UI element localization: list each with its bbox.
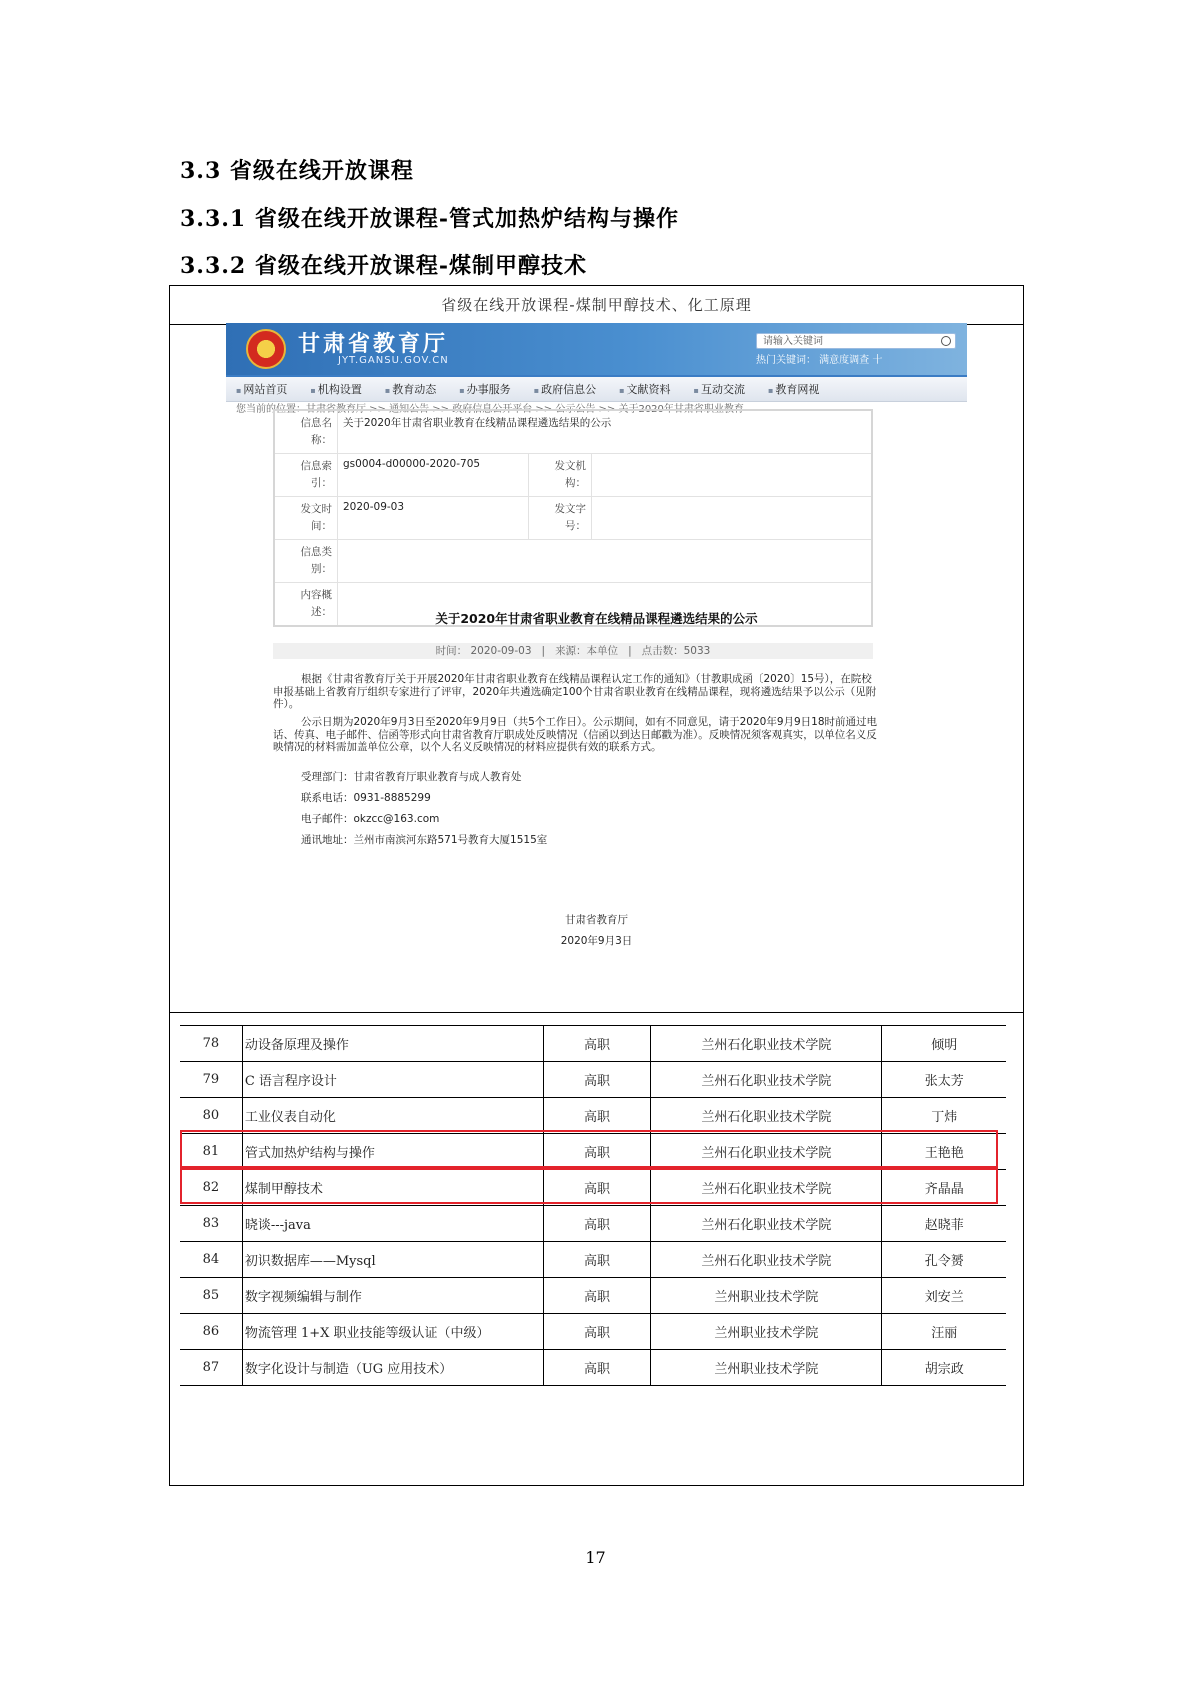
info-name-label: 信息名称：	[274, 410, 338, 454]
row-number: 84	[180, 1242, 242, 1278]
course-name: 初识数据库——Mysql	[242, 1242, 543, 1278]
row-number: 86	[180, 1314, 242, 1350]
row-number: 85	[180, 1278, 242, 1314]
notice-source: 来源：本单位	[555, 645, 619, 657]
course-level: 高职	[543, 1350, 651, 1386]
info-index-label: 信息索引：	[274, 454, 338, 497]
contact-address: 通讯地址：兰州市南滨河东路571号教育大厦1515室	[301, 834, 548, 846]
notice-title: 关于2020年甘肃省职业教育在线精品课程遴选结果的公示	[435, 611, 758, 626]
info-issuer-label: 发文机构：	[529, 454, 592, 497]
search-icon[interactable]	[941, 336, 951, 346]
national-emblem-icon	[246, 329, 286, 369]
website-screenshot	[226, 323, 967, 1013]
notice-time: 时间： 2020-09-03	[435, 645, 532, 657]
course-name: 数字化设计与制造（UG 应用技术）	[242, 1350, 543, 1386]
table-row	[180, 1098, 1006, 1134]
course-name: 晓谈---java	[242, 1206, 543, 1242]
nav-item-home[interactable]: ▪ 网站首页	[236, 381, 287, 397]
school-name: 兰州石化职业技术学院	[651, 1098, 882, 1134]
info-metadata-table	[273, 409, 873, 627]
row-number: 87	[180, 1350, 242, 1386]
course-name: 管式加热炉结构与操作	[242, 1134, 543, 1170]
nav-item-gov-info[interactable]: ▪ 政府信息公	[534, 381, 596, 397]
school-name: 兰州石化职业技术学院	[651, 1062, 882, 1098]
table-row	[180, 1314, 1006, 1350]
course-name: 工业仪表自动化	[242, 1098, 543, 1134]
nav-item-interaction[interactable]: ▪ 互动交流	[694, 381, 745, 397]
course-lead: 刘安兰	[882, 1278, 1006, 1314]
table-row	[180, 1206, 1006, 1242]
site-nav	[226, 375, 967, 402]
table-row	[180, 1242, 1006, 1278]
notice-clicks: 点击数：5033	[641, 645, 711, 657]
course-lead: 丁炜	[882, 1098, 1006, 1134]
course-level: 高职	[543, 1062, 651, 1098]
course-name: 数字视频编辑与制作	[242, 1278, 543, 1314]
course-level: 高职	[543, 1314, 651, 1350]
info-summary-label: 内容概述：	[274, 583, 338, 627]
info-index-value: gs0004-d00000-2020-705	[338, 454, 529, 497]
section-heading-3-3: 3.3 省级在线开放课程	[180, 158, 414, 184]
course-lead: 胡宗政	[882, 1350, 1006, 1386]
notice-paragraph: 根据《甘肃省教育厅关于开展2020年甘肃省职业教育在线精品课程认定工作的通知》（甘教职成函〔2020〕15号），在院校申报基础上省教育厅组织专家进行了评审，2020年共遴选确定100个甘肃省职业教育在线精品课程，现将遴选结果予以公示（见附件）。	[273, 673, 877, 710]
school-name: 兰州石化职业技术学院	[651, 1170, 882, 1206]
school-name: 兰州石化职业技术学院	[651, 1206, 882, 1242]
table-row	[180, 1350, 1006, 1386]
course-level: 高职	[543, 1170, 651, 1206]
table-row	[180, 1026, 1006, 1062]
info-category-label: 信息类别：	[274, 540, 338, 583]
course-level: 高职	[543, 1206, 651, 1242]
course-level: 高职	[543, 1026, 651, 1062]
info-category-value	[338, 540, 873, 583]
course-lead: 齐晶晶	[882, 1170, 1006, 1206]
nav-item-video[interactable]: ▪ 教育网视	[768, 381, 819, 397]
hot-keywords[interactable]: 热门关键词： 满意度调查 十	[756, 355, 883, 366]
section-heading-3-3-2: 3.3.2 省级在线开放课程-煤制甲醇技术	[180, 253, 588, 279]
course-level: 高职	[543, 1098, 651, 1134]
signature-org: 甘肃省教育厅	[565, 914, 628, 926]
course-name: 动设备原理及操作	[242, 1026, 543, 1062]
table-row	[180, 1062, 1006, 1098]
course-table	[180, 1025, 1006, 1386]
table-row	[180, 1278, 1006, 1314]
school-name: 兰州职业技术学院	[651, 1314, 882, 1350]
course-name: 煤制甲醇技术	[242, 1170, 543, 1206]
nav-item-news[interactable]: ▪ 教育动态	[385, 381, 436, 397]
site-banner	[226, 323, 967, 375]
row-number: 78	[180, 1026, 242, 1062]
course-level: 高职	[543, 1278, 651, 1314]
course-lead: 张太芳	[882, 1062, 1006, 1098]
info-name-value: 关于2020年甘肃省职业教育在线精品课程遴选结果的公示	[338, 410, 873, 454]
section-heading-3-3-1: 3.3.1 省级在线开放课程-管式加热炉结构与操作	[180, 206, 680, 232]
school-name: 兰州职业技术学院	[651, 1350, 882, 1386]
school-name: 兰州石化职业技术学院	[651, 1026, 882, 1062]
info-docno-label: 发文字号：	[529, 497, 592, 540]
contact-dept: 受理部门：甘肃省教育厅职业教育与成人教育处	[301, 771, 522, 783]
row-number: 82	[180, 1170, 242, 1206]
table-row	[180, 1170, 1006, 1206]
site-title: 甘肃省教育厅	[298, 332, 449, 357]
row-number: 79	[180, 1062, 242, 1098]
course-level: 高职	[543, 1242, 651, 1278]
course-lead: 汪丽	[882, 1314, 1006, 1350]
row-number: 83	[180, 1206, 242, 1242]
search-input[interactable]	[756, 333, 956, 349]
notice-meta: 时间： 2020-09-03 | 来源：本单位 | 点击数：5033	[273, 643, 873, 659]
notice-paragraph: 公示日期为2020年9月3日至2020年9月9日（共5个工作日）。公示期间，如有不同意见，请于2020年9月9日18时前通过电话、传真、电子邮件、信函等形式向甘肃省教育厅职成处反映情况（信函以到达日邮戳为准）。反映情况须客观真实，以单位名义反映情况的材料需加盖单位公章，以个人名义反映情况的材料应提供有效的联系方式。	[273, 716, 878, 753]
nav-item-organization[interactable]: ▪ 机构设置	[310, 381, 361, 397]
school-name: 兰州石化职业技术学院	[651, 1242, 882, 1278]
info-date-label: 发文时间：	[274, 497, 338, 540]
course-name: C 语言程序设计	[242, 1062, 543, 1098]
info-date-value: 2020-09-03	[338, 497, 529, 540]
search-placeholder: 请输入关键词	[763, 336, 823, 347]
table-row	[180, 1134, 1006, 1170]
divider	[169, 1012, 1024, 1013]
nav-item-services[interactable]: ▪ 办事服务	[459, 381, 510, 397]
row-number: 81	[180, 1134, 242, 1170]
school-name: 兰州石化职业技术学院	[651, 1134, 882, 1170]
frame-caption: 省级在线开放课程-煤制甲醇技术、化工原理	[170, 286, 1023, 325]
row-number: 80	[180, 1098, 242, 1134]
site-url: JYT.GANSU.GOV.CN	[338, 355, 449, 366]
breadcrumb: 您当前的位置：甘肃省教育厅 >> 通知公告 >> 政府信息公开平台 >> 公示公告 >> 关于2020年甘肃省职业教育	[236, 404, 744, 415]
contact-email[interactable]: 电子邮件：okzcc@163.com	[301, 813, 440, 825]
school-name: 兰州职业技术学院	[651, 1278, 882, 1314]
course-lead: 孔令赟	[882, 1242, 1006, 1278]
signature-date: 2020年9月3日	[560, 935, 633, 947]
info-issuer-value	[592, 454, 873, 497]
info-docno-value	[592, 497, 873, 540]
page-number: 17	[585, 1548, 606, 1567]
course-name: 物流管理 1+X 职业技能等级认证（中级）	[242, 1314, 543, 1350]
course-level: 高职	[543, 1134, 651, 1170]
course-lead: 倾明	[882, 1026, 1006, 1062]
course-lead: 赵晓菲	[882, 1206, 1006, 1242]
course-lead: 王艳艳	[882, 1134, 1006, 1170]
nav-item-documents[interactable]: ▪ 文献资料	[619, 381, 670, 397]
contact-phone: 联系电话：0931-8885299	[301, 792, 431, 804]
